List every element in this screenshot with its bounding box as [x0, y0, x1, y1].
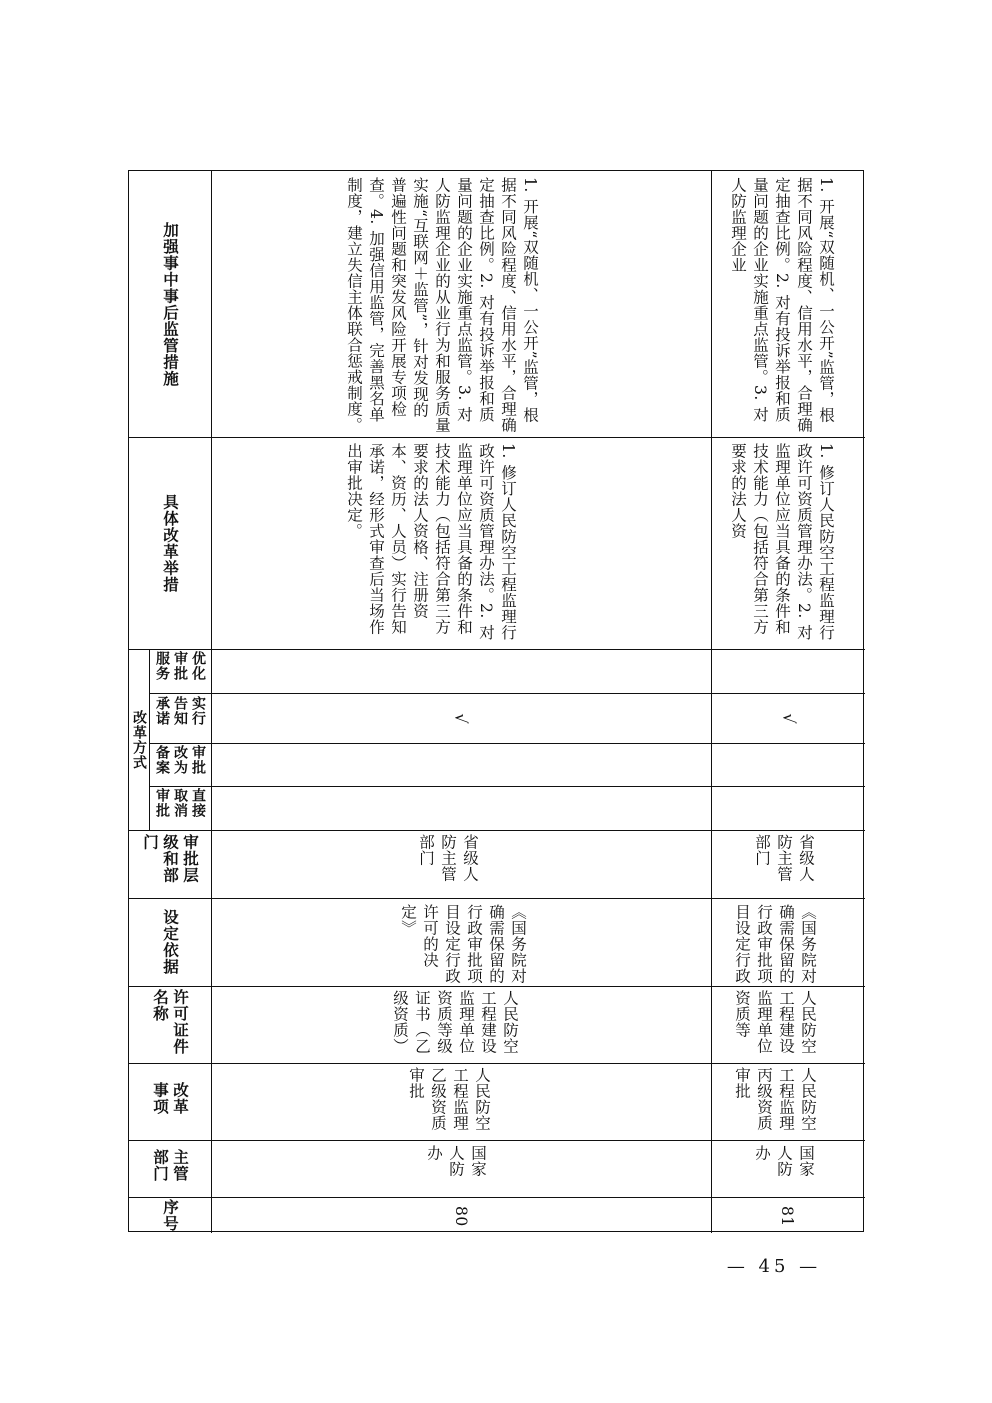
header-mode-optimize: 优化审批服务	[154, 651, 206, 681]
header-reform-mode: 改革方式	[131, 709, 147, 770]
row81-supervision: 1. 开展“双随机、一公开”监管，根据不同风险程度、信用水平，合理确定抽查比例。2. 对有投诉举报和质量问题的企业实施重点监管。3. 对人防监理企业	[729, 177, 835, 433]
divider	[149, 743, 865, 744]
page-number: — 45 —	[726, 1256, 822, 1277]
reform-table	[128, 170, 864, 1232]
row81-license: 人民防空工程建设监理单位资质等	[733, 990, 817, 1054]
row81-measures: 1. 修订人民防空工程监理行政许可资质管理办法。2. 对监理单位应当具备的条件和技术能力（包括符合第三方要求的法人资	[729, 443, 835, 641]
row80-supervision: 1. 开展“双随机、一公开”监管，根据不同风险程度、信用水平，合理确定抽查比例。2. 对有投诉举报和质量问题的企业实施重点监管。3. 对人防监理企业的从业行为和服务质量实施“互联网＋监管”，针对发现的普遍性问题和突发风险开展专项检查。4. 加强信用监管，完善黑名单制度，建立失信主体联合惩戒制度。	[345, 177, 539, 433]
divider	[129, 437, 865, 438]
row81-mode-notify: √	[779, 712, 799, 724]
row80-measures: 1. 修订人民防空工程监理行政许可资质管理办法。2. 对监理单位应当具备的条件和技术能力（包括符合第三方要求的法人资格、注册资本、资历、人员）实行告知承诺，经形式审查后当场作出审批决定。	[345, 443, 517, 641]
divider	[149, 693, 865, 694]
divider	[129, 1063, 865, 1064]
header-mode-notify: 实行告知承诺	[154, 696, 206, 726]
header-dept: 主管部门	[151, 1148, 190, 1182]
divider	[149, 786, 865, 787]
header-mode-record: 审批改为备案	[154, 744, 206, 775]
row80-mode-notify: √	[451, 712, 471, 724]
divider	[211, 171, 212, 1233]
header-basis: 设定依据	[161, 909, 180, 975]
header-item: 改革事项	[151, 1081, 190, 1115]
row81-seq: 81	[778, 1205, 796, 1227]
divider	[129, 986, 865, 987]
row80-level: 省级人防主管部门	[417, 834, 479, 882]
divider	[129, 649, 865, 650]
row80-item: 人民防空工程监理乙级资质审批	[407, 1067, 491, 1131]
divider	[129, 898, 865, 899]
header-mode-cancel: 直接取消审批	[154, 788, 206, 818]
header-supervision: 加强事中事后监管措施	[161, 221, 180, 387]
row81-basis: 《国务院对确需保留的行政审批项目设定行政	[733, 904, 817, 984]
row81-item: 人民防空工程监理丙级资质审批	[733, 1067, 817, 1131]
header-measures: 具体改革举措	[161, 493, 180, 593]
header-level: 审批层级和部门	[141, 834, 200, 884]
header-seq: 序号	[161, 1198, 180, 1232]
row80-dept: 国家人防办	[425, 1145, 487, 1177]
divider	[129, 1197, 865, 1198]
row80-license: 人民防空工程建设监理单位资质等级证书（乙级资质）	[391, 990, 519, 1054]
divider	[711, 171, 712, 1233]
divider	[129, 1140, 865, 1141]
row81-dept: 国家人防办	[753, 1145, 815, 1177]
row81-level: 省级人防主管部门	[753, 834, 815, 882]
header-license: 许可证件名称	[151, 988, 190, 1055]
divider	[129, 830, 865, 831]
row80-seq: 80	[452, 1205, 470, 1227]
row80-basis: 《国务院对确需保留的行政审批项目设定行政许可的决定》	[399, 904, 527, 984]
